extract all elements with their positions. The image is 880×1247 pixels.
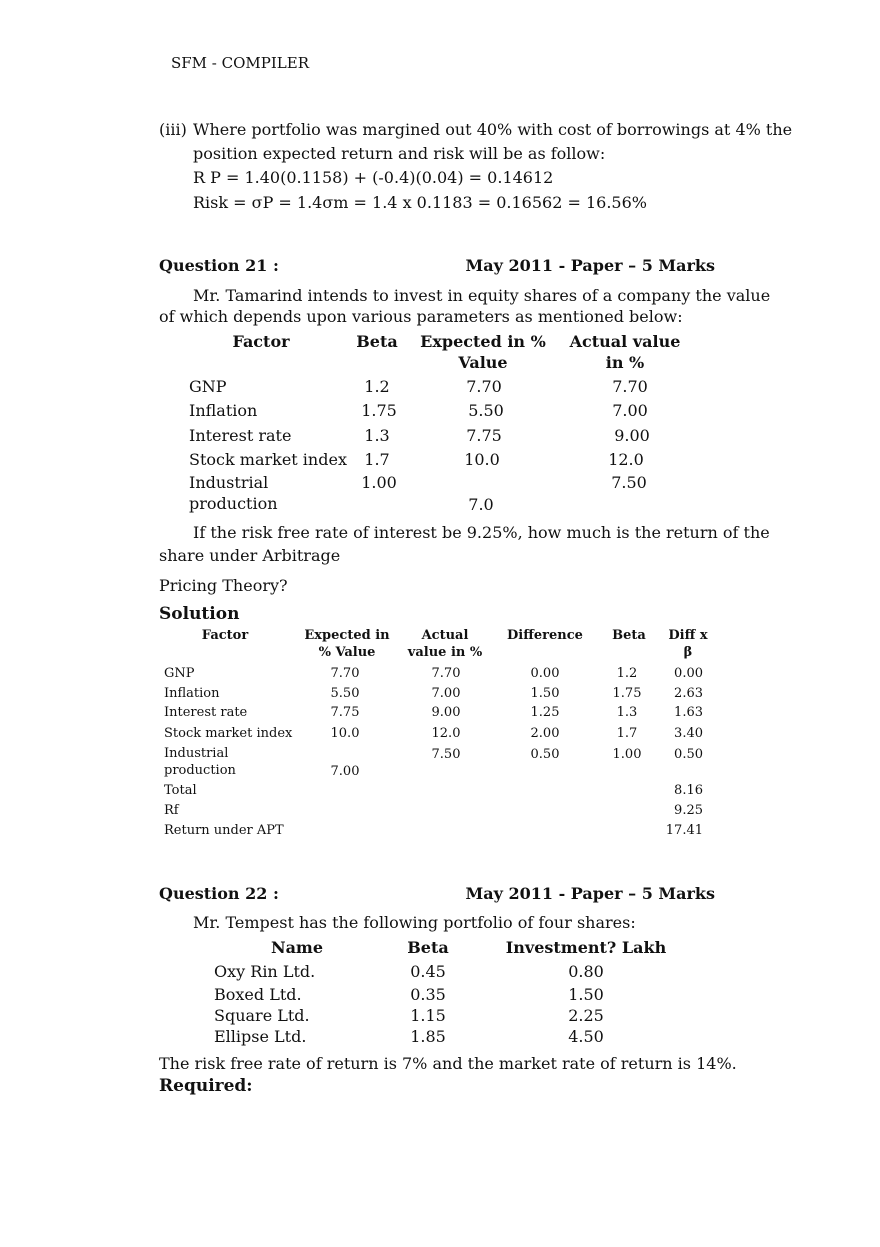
q22-row-beta: 1.85 xyxy=(410,1027,446,1046)
sol-rf-value: 9.25 xyxy=(674,803,703,818)
part-iii-line2: position expected return and risk will be as follow: xyxy=(193,144,606,163)
solution-label: Solution xyxy=(159,604,240,624)
q22-row-name: Boxed Ltd. xyxy=(214,985,302,1004)
q21-row-factor-l2: production xyxy=(189,494,278,513)
q22-row-investment: 2.25 xyxy=(568,1006,604,1025)
q21-question-line2: share under Arbitrage xyxy=(159,546,341,565)
sol-row-expected: 7.00 xyxy=(330,764,360,779)
q21-row-actual: 7.50 xyxy=(611,473,647,492)
sol-row-diff-beta: 3.40 xyxy=(674,726,703,741)
q22-header-beta: Beta xyxy=(407,938,449,957)
q21-row-expected: 7.70 xyxy=(466,377,502,396)
sol-row-diff-beta: 1.63 xyxy=(674,705,703,720)
sol-header-diff-beta: Diff x xyxy=(668,628,708,643)
q22-row-beta: 0.35 xyxy=(410,985,446,1004)
sol-row-actual: 7.70 xyxy=(431,666,461,681)
q21-header-expected: Expected in % xyxy=(420,332,546,351)
sol-row-difference: 0.00 xyxy=(530,666,560,681)
sol-row-expected: 5.50 xyxy=(330,686,360,701)
sol-row-difference: 2.00 xyxy=(530,726,560,741)
q21-row-expected: 7.0 xyxy=(468,495,494,514)
sol-return-label: Return under APT xyxy=(164,823,284,838)
sol-row-expected: 7.70 xyxy=(330,666,360,681)
q22-source: May 2011 - Paper – 5 Marks xyxy=(465,884,715,903)
part-iii-line1: Where portfolio was margined out 40% with cost of borrowings at 4% the xyxy=(193,120,793,139)
q21-question-line3: Pricing Theory? xyxy=(159,576,288,595)
q21-row-factor: Stock market index xyxy=(189,450,347,469)
sol-header-factor: Factor xyxy=(201,628,249,643)
sol-row-actual: 12.0 xyxy=(431,726,461,741)
sol-row-beta: 1.00 xyxy=(612,747,642,762)
q22-row-investment: 0.80 xyxy=(568,962,604,981)
sol-row-factor: Industrial xyxy=(164,746,229,761)
sol-row-factor-l2: production xyxy=(164,763,236,778)
sol-row-factor: Interest rate xyxy=(164,705,248,720)
sol-row-difference: 1.25 xyxy=(530,705,560,720)
formula-rp: R P = 1.40(0.1158) + (-0.4)(0.04) = 0.14612 xyxy=(193,168,554,187)
q22-required-label: Required: xyxy=(159,1076,253,1096)
q21-row-beta: 1.00 xyxy=(361,473,397,492)
sol-header-actual: Actual xyxy=(421,628,469,643)
q22-row-beta: 1.15 xyxy=(410,1006,446,1025)
q21-row-expected: 10.0 xyxy=(464,450,500,469)
q21-header-factor: Factor xyxy=(232,332,290,351)
q22-row-beta: 0.45 xyxy=(410,962,446,981)
q21-intro-line2: of which depends upon various parameters as mentioned below: xyxy=(159,307,683,326)
sol-header-difference: Difference xyxy=(507,628,583,643)
q21-row-actual: 7.70 xyxy=(612,377,648,396)
q22-row-investment: 1.50 xyxy=(568,985,604,1004)
q22-intro: Mr. Tempest has the following portfolio of four shares: xyxy=(193,913,636,932)
q21-row-actual: 12.0 xyxy=(608,450,644,469)
sol-row-beta: 1.75 xyxy=(612,686,642,701)
q21-question-line1: If the risk free rate of interest be 9.25%, how much is the return of the xyxy=(193,523,770,542)
q21-row-expected: 7.75 xyxy=(466,426,502,445)
q21-row-actual: 9.00 xyxy=(614,426,650,445)
part-iii-label: (iii) xyxy=(159,120,187,139)
q21-header-expected-l2: Value xyxy=(458,353,508,372)
sol-row-actual: 7.50 xyxy=(431,747,461,762)
q21-row-factor: Industrial xyxy=(189,473,269,492)
q21-row-factor: GNP xyxy=(189,377,227,396)
sol-row-expected: 7.75 xyxy=(330,705,360,720)
sol-total-value: 8.16 xyxy=(674,783,703,798)
sol-row-actual: 9.00 xyxy=(431,705,461,720)
q22-row-name: Square Ltd. xyxy=(214,1006,310,1025)
sol-row-diff-beta: 0.50 xyxy=(674,747,703,762)
sol-header-actual-l2: value in % xyxy=(407,645,483,660)
sol-row-beta: 1.3 xyxy=(616,705,638,720)
sol-return-value: 17.41 xyxy=(665,823,703,838)
formula-risk: Risk = σP = 1.4σm = 1.4 x 0.1183 = 0.16562 = 16.56% xyxy=(193,193,647,212)
q22-row-investment: 4.50 xyxy=(568,1027,604,1046)
q21-source: May 2011 - Paper – 5 Marks xyxy=(465,256,715,275)
q21-row-beta: 1.75 xyxy=(361,401,397,420)
q21-row-factor: Interest rate xyxy=(189,426,292,445)
q21-title: Question 21 : xyxy=(159,256,279,275)
sol-header-expected-l2: % Value xyxy=(318,645,376,660)
sol-row-beta: 1.2 xyxy=(616,666,638,681)
q22-title: Question 22 : xyxy=(159,884,279,903)
sol-row-beta: 1.7 xyxy=(616,726,638,741)
sol-row-factor: Inflation xyxy=(164,686,220,701)
page-header: SFM - COMPILER xyxy=(171,54,310,72)
sol-row-actual: 7.00 xyxy=(431,686,461,701)
q21-row-actual: 7.00 xyxy=(612,401,648,420)
q21-intro-line1: Mr. Tamarind intends to invest in equity shares of a company the value xyxy=(193,286,771,305)
q21-row-beta: 1.2 xyxy=(364,377,390,396)
sol-total-label: Total xyxy=(164,783,197,798)
sol-row-factor: Stock market index xyxy=(164,726,293,741)
q22-row-name: Ellipse Ltd. xyxy=(214,1027,307,1046)
sol-row-diff-beta: 0.00 xyxy=(674,666,703,681)
sol-row-difference: 0.50 xyxy=(530,747,560,762)
q22-header-name: Name xyxy=(270,938,324,957)
q22-risk-line: The risk free rate of return is 7% and the market rate of return is 14%. xyxy=(159,1054,737,1073)
sol-rf-label: Rf xyxy=(164,803,179,818)
q21-row-beta: 1.3 xyxy=(364,426,390,445)
q21-header-beta: Beta xyxy=(356,332,398,351)
q21-row-factor: Inflation xyxy=(189,401,258,420)
sol-header-expected: Expected in xyxy=(304,628,390,643)
sol-row-diff-beta: 2.63 xyxy=(674,686,703,701)
sol-row-expected: 10.0 xyxy=(330,726,360,741)
q21-header-actual-l2: in % xyxy=(605,353,645,372)
q21-row-expected: 5.50 xyxy=(468,401,504,420)
q22-row-name: Oxy Rin Ltd. xyxy=(214,962,316,981)
sol-row-difference: 1.50 xyxy=(530,686,560,701)
sol-header-diff-beta-l2: β xyxy=(683,645,693,660)
q22-header-investment: Investment? Lakh xyxy=(505,938,667,957)
q21-header-actual: Actual value xyxy=(569,332,681,351)
q21-row-beta: 1.7 xyxy=(364,450,390,469)
sol-row-factor: GNP xyxy=(164,666,195,681)
sol-header-beta: Beta xyxy=(612,628,646,643)
